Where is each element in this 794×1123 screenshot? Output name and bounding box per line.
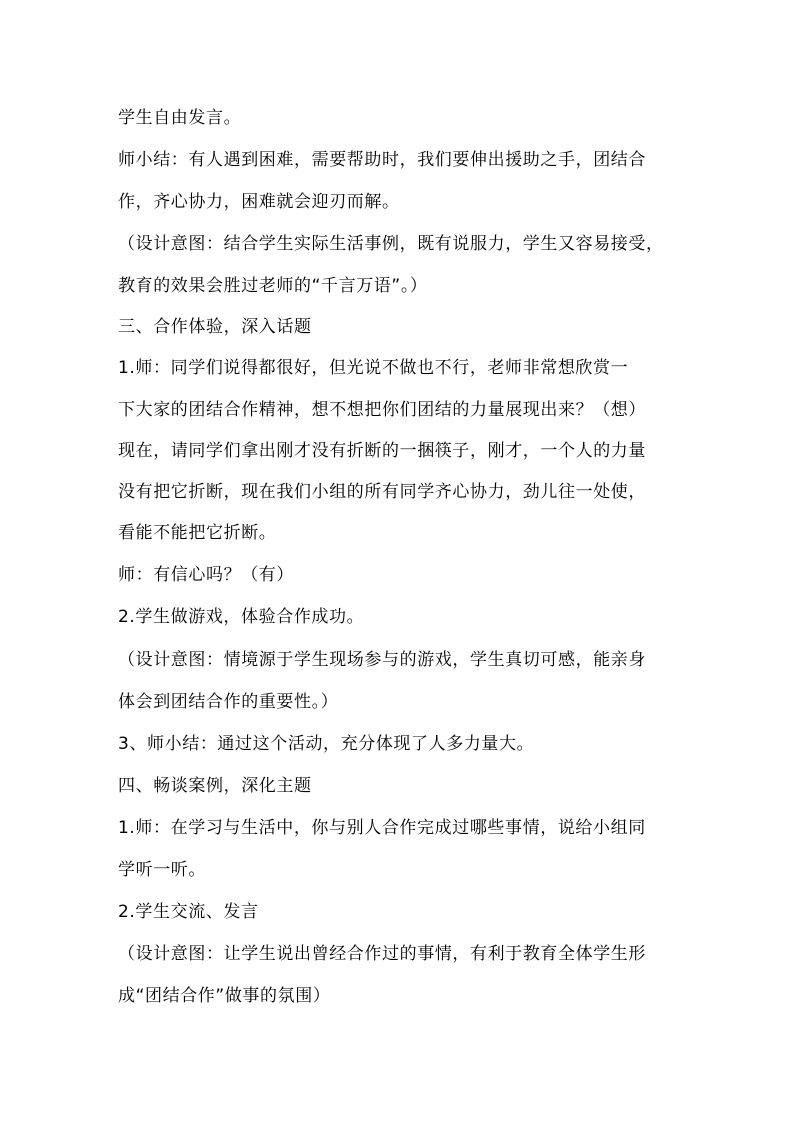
paragraph-line: 成“团结合作”做事的氛围） (118, 986, 331, 1006)
paragraph-line: 1.师：在学习与生活中，你与别人合作完成过哪些事情，说给小组同 (118, 818, 646, 838)
paragraph-line: （设计意图：情境源于学生现场参与的游戏，学生真切可感，能亲身 (118, 650, 646, 670)
paragraph-line: 看能不能把它折断。 (118, 523, 277, 543)
paragraph-line: 3、师小结：通过这个活动，充分体现了人多力量大。 (118, 734, 535, 754)
paragraph-line: 现在，请同学们拿出刚才没有折断的一捆筷子，刚才，一个人的力量 (118, 441, 646, 461)
paragraph-line: （设计意图：结合学生实际生活事例，既有说服力，学生又容易接受， (118, 234, 664, 254)
section-heading: 四、畅谈案例，深化主题 (118, 776, 312, 796)
paragraph-line: 师：有信心吗？（有） (118, 565, 294, 585)
paragraph-line: 师小结：有人遇到困难，需要帮助时，我们要伸出援助之手，团结合 (118, 150, 646, 170)
paragraph-line: 教育的效果会胜过老师的“千言万语”。） (118, 276, 428, 296)
section-heading: 三、合作体验，深入话题 (118, 317, 312, 337)
paragraph-line: 作，齐心协力，困难就会迎刃而解。 (118, 192, 400, 212)
paragraph-line: 学生自由发言。 (118, 108, 242, 128)
paragraph-line: 学听一听。 (118, 860, 206, 880)
paragraph-line: （设计意图：让学生说出曾经合作过的事情，有利于教育全体学生形 (118, 944, 646, 964)
paragraph-line: 2.学生做游戏，体验合作成功。 (118, 607, 365, 627)
paragraph-line: 1.师：同学们说得都很好，但光说不做也不行，老师非常想欣赏一 (118, 358, 629, 378)
paragraph-line: 下大家的团结合作精神，想不想把你们团结的力量展现出来？（想） (118, 400, 646, 420)
paragraph-line: 没有把它折断，现在我们小组的所有同学齐心协力，劲儿往一处使， (118, 482, 646, 502)
paragraph-line: 2.学生交流、发言 (118, 902, 259, 922)
paragraph-line: 体会到团结合作的重要性。） (118, 692, 339, 712)
